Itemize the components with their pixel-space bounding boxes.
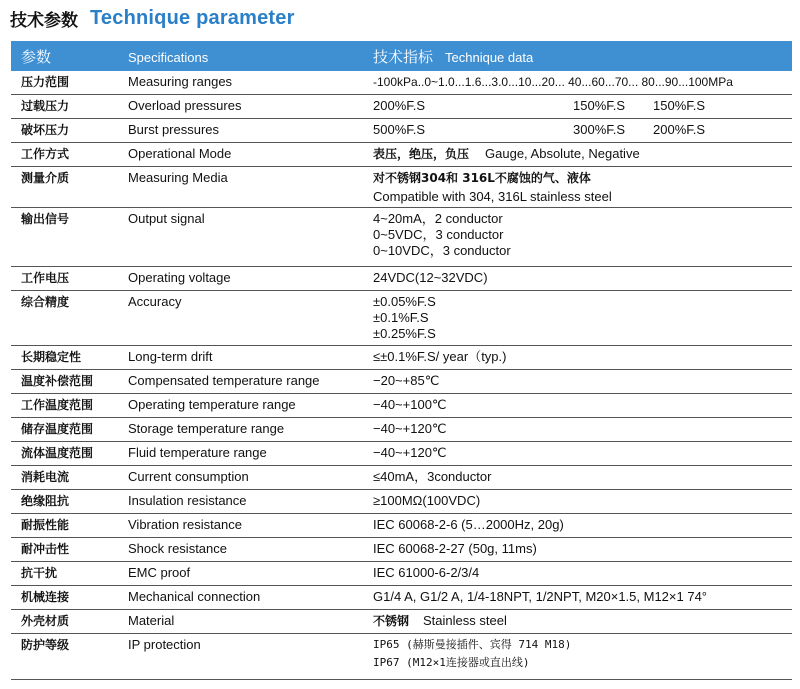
param-value: 200%F.S 150%F.S 150%F.S xyxy=(363,95,792,119)
param-cn: 防护等级 xyxy=(11,634,118,680)
param-en: Burst pressures xyxy=(118,119,363,143)
param-value: IEC 60068-2-6 (5…2000Hz, 20g) xyxy=(363,514,792,538)
param-cn: 破坏压力 xyxy=(11,119,118,143)
param-cn: 消耗电流 xyxy=(11,466,118,490)
param-value: ±0.05%F.S ±0.1%F.S ±0.25%F.S xyxy=(363,291,792,346)
param-en: Long-term drift xyxy=(118,346,363,370)
param-value: 500%F.S 300%F.S 200%F.S xyxy=(363,119,792,143)
param-en: Operating voltage xyxy=(118,267,363,291)
table-row xyxy=(11,562,792,586)
header-technique-data: 技术指标 Technique data xyxy=(373,47,534,66)
title-chinese: 技术参数 xyxy=(10,10,78,31)
param-en: Overload pressures xyxy=(118,95,363,119)
param-value: -100kPa..0~1.0...1.6...3.0...10...20... 40...60...70... 80...90...100MPa xyxy=(363,71,792,95)
table-row xyxy=(11,610,792,634)
table-row xyxy=(11,586,792,610)
table-row xyxy=(11,71,792,95)
table-row xyxy=(11,167,792,208)
param-en: Shock resistance xyxy=(118,538,363,562)
page-header xyxy=(10,4,295,32)
param-value: ≥100MΩ(100VDC) xyxy=(363,490,792,514)
table-row xyxy=(11,634,792,680)
table-row xyxy=(11,394,792,418)
param-value: 4~20mA，2 conductor 0~5VDC，3 conductor 0~10VDC，3 conductor xyxy=(363,208,792,267)
table-row xyxy=(11,291,792,346)
param-value: IEC 61000-6-2/3/4 xyxy=(363,562,792,586)
param-value: IP65 (赫斯曼接插件、宾得 714 M18) IP67 (M12×1连接器或直出线) xyxy=(363,634,792,680)
param-en: Measuring Media xyxy=(118,167,363,208)
param-en: Current consumption xyxy=(118,466,363,490)
param-cn: 输出信号 xyxy=(11,208,118,267)
param-cn: 压力范围 xyxy=(11,71,118,95)
param-cn: 绝缘阻抗 xyxy=(11,490,118,514)
param-cn: 机械连接 xyxy=(11,586,118,610)
param-en: EMC proof xyxy=(118,562,363,586)
param-en: Accuracy xyxy=(118,291,363,346)
param-en: Insulation resistance xyxy=(118,490,363,514)
table-header-row xyxy=(11,41,792,71)
spec-table xyxy=(11,41,792,680)
param-cn: 工作温度范围 xyxy=(11,394,118,418)
table-row xyxy=(11,119,792,143)
param-cn: 储存温度范围 xyxy=(11,418,118,442)
param-value: −40~+100℃ xyxy=(363,394,792,418)
param-cn: 工作电压 xyxy=(11,267,118,291)
header-parameter: 参数 xyxy=(21,47,52,66)
param-cn: 耐冲击性 xyxy=(11,538,118,562)
param-en: Compensated temperature range xyxy=(118,370,363,394)
param-cn: 过载压力 xyxy=(11,95,118,119)
table-row xyxy=(11,208,792,267)
param-value: ≤40mA，3conductor xyxy=(363,466,792,490)
header-specifications: Specifications xyxy=(128,49,209,65)
table-row xyxy=(11,466,792,490)
param-cn: 测量介质 xyxy=(11,167,118,208)
param-value: 表压，绝压，负压 Gauge, Absolute, Negative xyxy=(363,143,792,167)
param-en: Fluid temperature range xyxy=(118,442,363,466)
param-en: Mechanical connection xyxy=(118,586,363,610)
param-value: 对不锈钢304和 316L不腐蚀的气、液体 Compatible with 304, 316L stainless steel xyxy=(363,167,792,208)
param-en: IP protection xyxy=(118,634,363,680)
param-en: Storage temperature range xyxy=(118,418,363,442)
param-en: Measuring ranges xyxy=(118,71,363,95)
table-row xyxy=(11,418,792,442)
param-en: Vibration resistance xyxy=(118,514,363,538)
table-row xyxy=(11,95,792,119)
param-value: ≤±0.1%F.S/ year（typ.) xyxy=(363,346,792,370)
table-row xyxy=(11,346,792,370)
table-row xyxy=(11,267,792,291)
param-cn: 工作方式 xyxy=(11,143,118,167)
param-cn: 抗干扰 xyxy=(11,562,118,586)
param-cn: 外壳材质 xyxy=(11,610,118,634)
param-cn: 流体温度范围 xyxy=(11,442,118,466)
title-english: Technique parameter xyxy=(90,6,295,29)
param-value: 24VDC(12~32VDC) xyxy=(363,267,792,291)
param-value: 不锈钢 Stainless steel xyxy=(363,610,792,634)
param-cn: 温度补偿范围 xyxy=(11,370,118,394)
param-cn: 长期稳定性 xyxy=(11,346,118,370)
param-en: Operational Mode xyxy=(118,143,363,167)
param-value: −20~+85℃ xyxy=(363,370,792,394)
param-en: Output signal xyxy=(118,208,363,267)
table-row xyxy=(11,490,792,514)
param-value: G1/4 A, G1/2 A, 1/4-18NPT, 1/2NPT, M20×1.5, M12×1 74° xyxy=(363,586,792,610)
param-value: −40~+120℃ xyxy=(363,418,792,442)
param-en: Operating temperature range xyxy=(118,394,363,418)
table-row xyxy=(11,514,792,538)
table-row xyxy=(11,442,792,466)
param-cn: 综合精度 xyxy=(11,291,118,346)
table-row xyxy=(11,538,792,562)
table-row xyxy=(11,370,792,394)
table-row xyxy=(11,143,792,167)
param-cn: 耐振性能 xyxy=(11,514,118,538)
param-value: IEC 60068-2-27 (50g, 11ms) xyxy=(363,538,792,562)
param-en: Material xyxy=(118,610,363,634)
param-value: −40~+120℃ xyxy=(363,442,792,466)
